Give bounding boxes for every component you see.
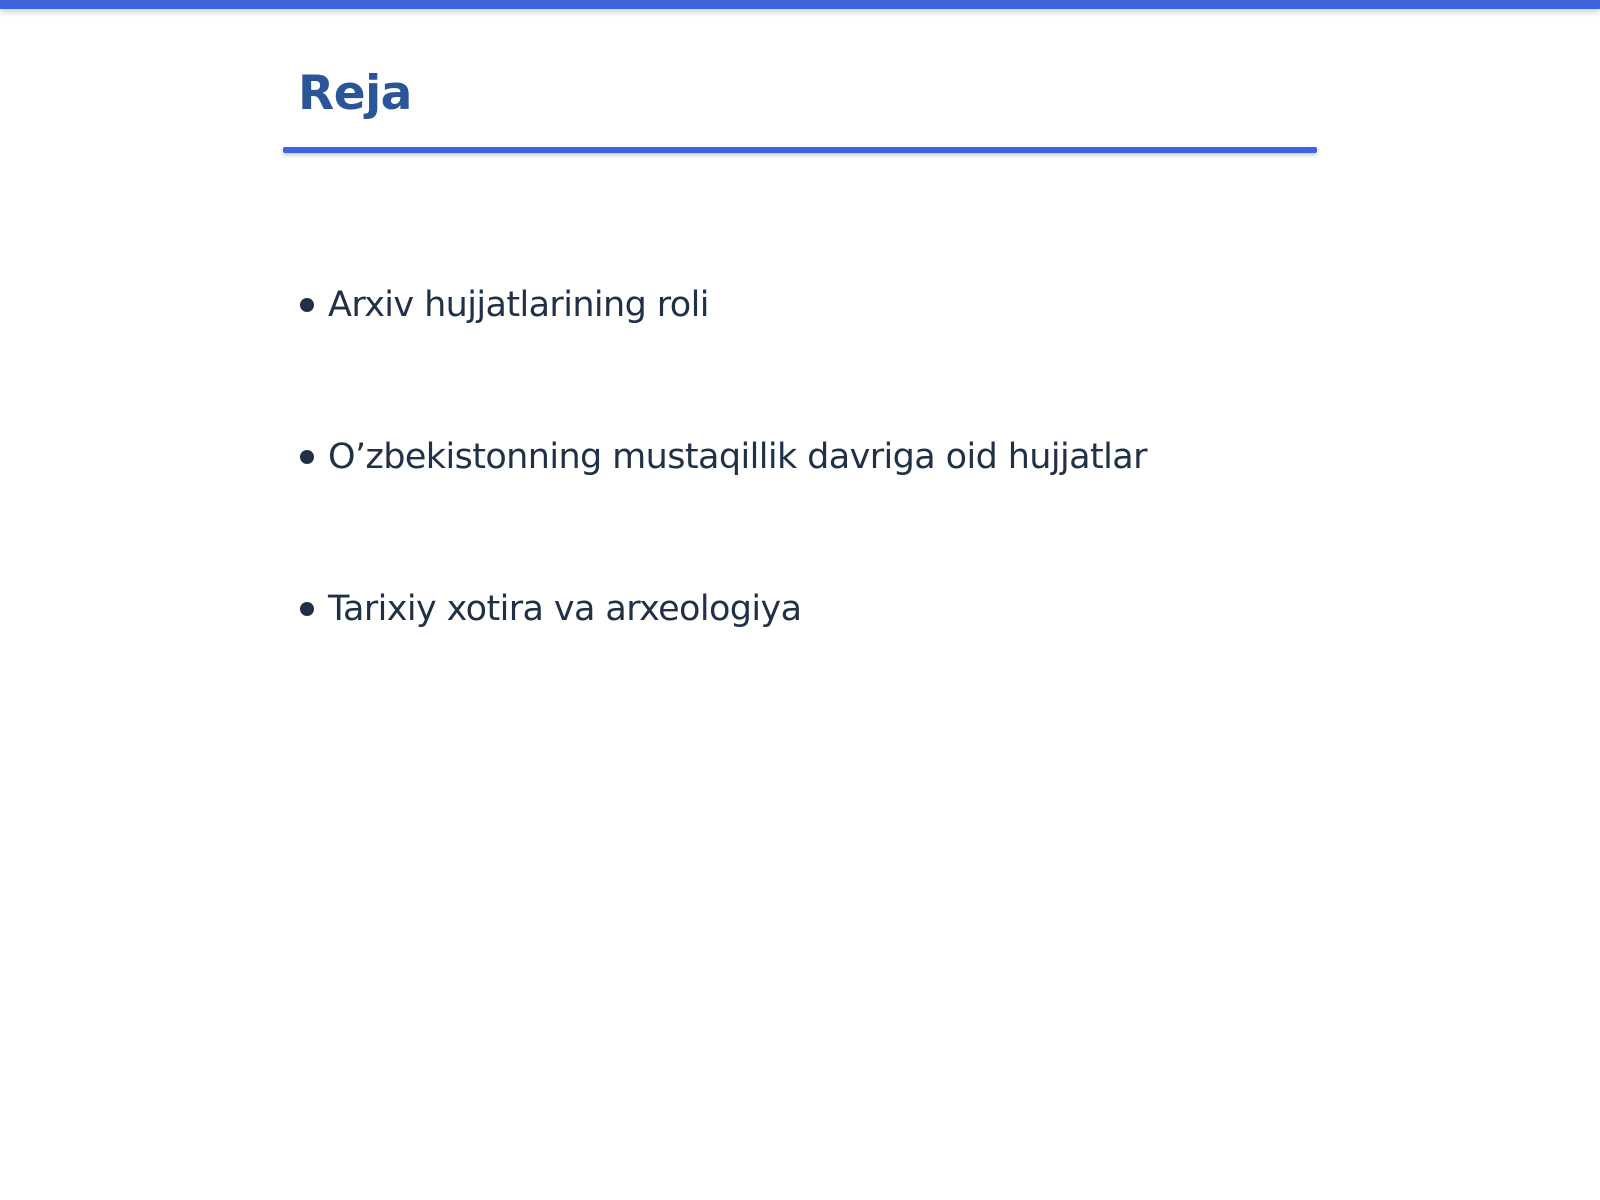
bullet-text: O’zbekistonning mustaqillik davriga oid hujjatlar xyxy=(328,437,1147,477)
bullet-list xyxy=(300,280,1147,736)
bullet-item xyxy=(300,584,1147,634)
top-accent-bar xyxy=(0,0,1600,9)
bullet-dot-icon xyxy=(300,602,314,616)
bullet-item xyxy=(300,432,1147,482)
slide-title: Reja xyxy=(298,66,412,121)
bullet-dot-icon xyxy=(300,450,314,464)
bullet-item xyxy=(300,280,1147,330)
title-underline xyxy=(283,147,1317,153)
bullet-dot-icon xyxy=(300,298,314,312)
bullet-text: Tarixiy xotira va arxeologiya xyxy=(328,589,802,629)
bullet-text: Arxiv hujjatlarining roli xyxy=(328,285,709,325)
